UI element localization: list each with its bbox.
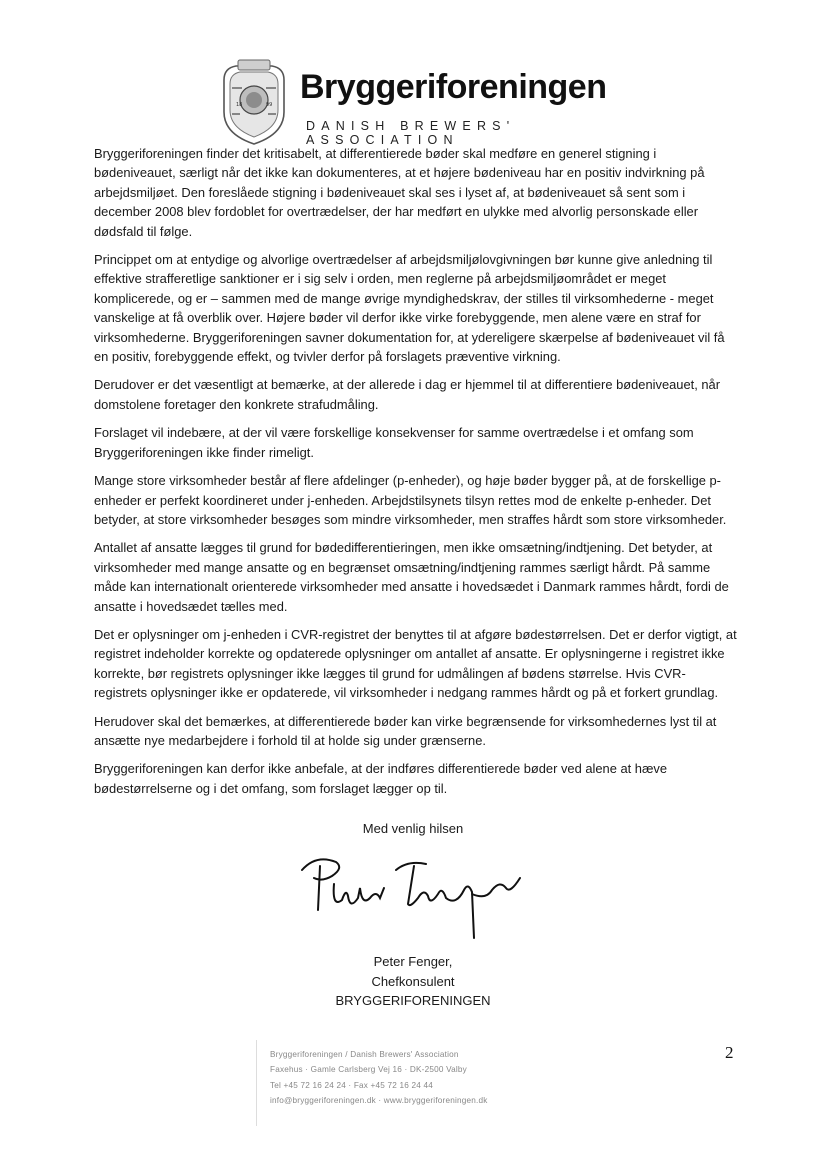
letterhead [216, 58, 636, 148]
brand-tagline: DANISH BREWERS' ASSOCIATION [306, 119, 516, 147]
signer-title: Chefkonsulent [371, 973, 455, 989]
paragraph: Bryggeriforeningen finder det kritisabelt, at differentierede bøder skal medføre en generel stigning i bødeniveauet, særligt når det ikke kan dokumenteres, at et højere bødeniveau har en positiv indvirkning på arbejdsmiljøet. Den foreslåede stigning i bødeniveauet skal ses i lyset af, at bødeniveauet så sent som i december 2008 blev fordoblet for overtrædelser, der har medført en ulykke med alvorlig personskade eller dødsfald til følge. [94, 146, 705, 239]
footer-line: Faxehus · Gamle Carlsberg Vej 16 · DK-2500 Valby [270, 1065, 467, 1075]
footer-line: Bryggeriforeningen / Danish Brewers' Association [270, 1050, 459, 1059]
footer-divider [256, 1040, 257, 1126]
footer-line: Tel +45 72 16 24 24 · Fax +45 72 16 24 44 [270, 1080, 433, 1090]
letter-body [94, 144, 738, 807]
svg-text:18: 18 [236, 102, 243, 108]
paragraph: Forslaget vil indebære, at der vil være forskellige konsekvenser for samme overtrædelse i et omfang som Bryggeriforeningen ikke finder rimeligt. [94, 425, 694, 460]
brand-name: Bryggeriforeningen [300, 68, 607, 106]
signer-name: Peter Fenger, [373, 954, 453, 969]
paragraph: Derudover er det væsentligt at bemærke, at der allerede i dag er hjemmel til at differentiere bødeniveauet, når domstolene foretager den konkrete strafudmåling. [94, 377, 721, 412]
svg-text:99: 99 [266, 102, 273, 108]
footer-line: info@bryggeriforeningen.dk · www.bryggeriforeningen.dk [270, 1095, 488, 1105]
paragraph: Det er oplysninger om j-enheden i CVR-registret der benyttes til at afgøre bødestørrelsen. Det er derfor vigtigt, at registret indeholder korrekte og opdaterede oplysninger om antallet af ansatte. Er oplysningerne i registret ikke korrekte, bør registrets oplysninger ikke lægges til grund for udmålingen af bødens størrelse. Hvis CVR-registrets oplysninger ikke er opdaterede, vil virksomheder i nedgang rammes hårdt og på et forkert grundlag. [94, 626, 737, 701]
association-seal-logo [216, 58, 292, 146]
page-number: 2 [725, 1043, 734, 1062]
closing-greeting: Med venlig hilsen [362, 821, 464, 836]
paragraph: Herudover skal det bemærkes, at differentierede bøder kan virke begrænsende for virksomhedernes lyst til at ansætte nye medarbejdere i forhold til at holde sig under grænserne. [94, 713, 717, 748]
signer-organization: BRYGGERIFORENINGEN [335, 993, 491, 1008]
signer-block [300, 952, 526, 1011]
paragraph: Bryggeriforeningen kan derfor ikke anbefale, at der indføres differentierede bøder ved alene at hæve bødestørrelserne og i det omfang, som forslaget lægger op til. [94, 761, 668, 796]
paragraph: Princippet om at entydige og alvorlige overtrædelser af arbejdsmiljølovgivningen bør kunne give anledning til effektive strafferetlige sanktioner er i sig selv i orden, men reglerne på arbejdsmiljøområdet er meget komplicerede, og er – sammen med de mange øvrige myndighedskrav, der stilles til virksomhederne - meget vanskelige at få overblik over. Højere bøder vil derfor ikke virke forebyggende, men alene være en straf for virksomhederne. Bryggeriforeningen savner dokumentation for, at ydereligere skærpelse af bødeniveauet vil få en positiv, forebyggende effekt, og tvivler derfor på forslagets præventive virkning. [94, 252, 725, 365]
footer-contact [270, 1047, 488, 1108]
handwritten-signature [296, 848, 528, 948]
paragraph: Antallet af ansatte lægges til grund for bødedifferentieringen, men ikke omsætning/indtjening. Det betyder, at virksomheder med mange ansatte og en begrænset omsætning/indtjening rammes særligt hårdt. På samme måde kan internationalt orienterede virksomheder med ansatte i hovedsædet i Danmark rammes hårdt, fordi de ansatte i hovedsædet tælles med. [94, 540, 729, 614]
paragraph: Mange store virksomheder består af flere afdelinger (p-enheder), og høje bøder bygger på, at de forskellige p-enheder er perfekt koordineret under j-enheden. Arbejdstilsynets tilsyn rettes mod de enkelte p-enheder. Det betyder, at store virksomheder besøges som mindre virksomheder, men straffes hårdt som store virksomheder. [94, 473, 727, 527]
